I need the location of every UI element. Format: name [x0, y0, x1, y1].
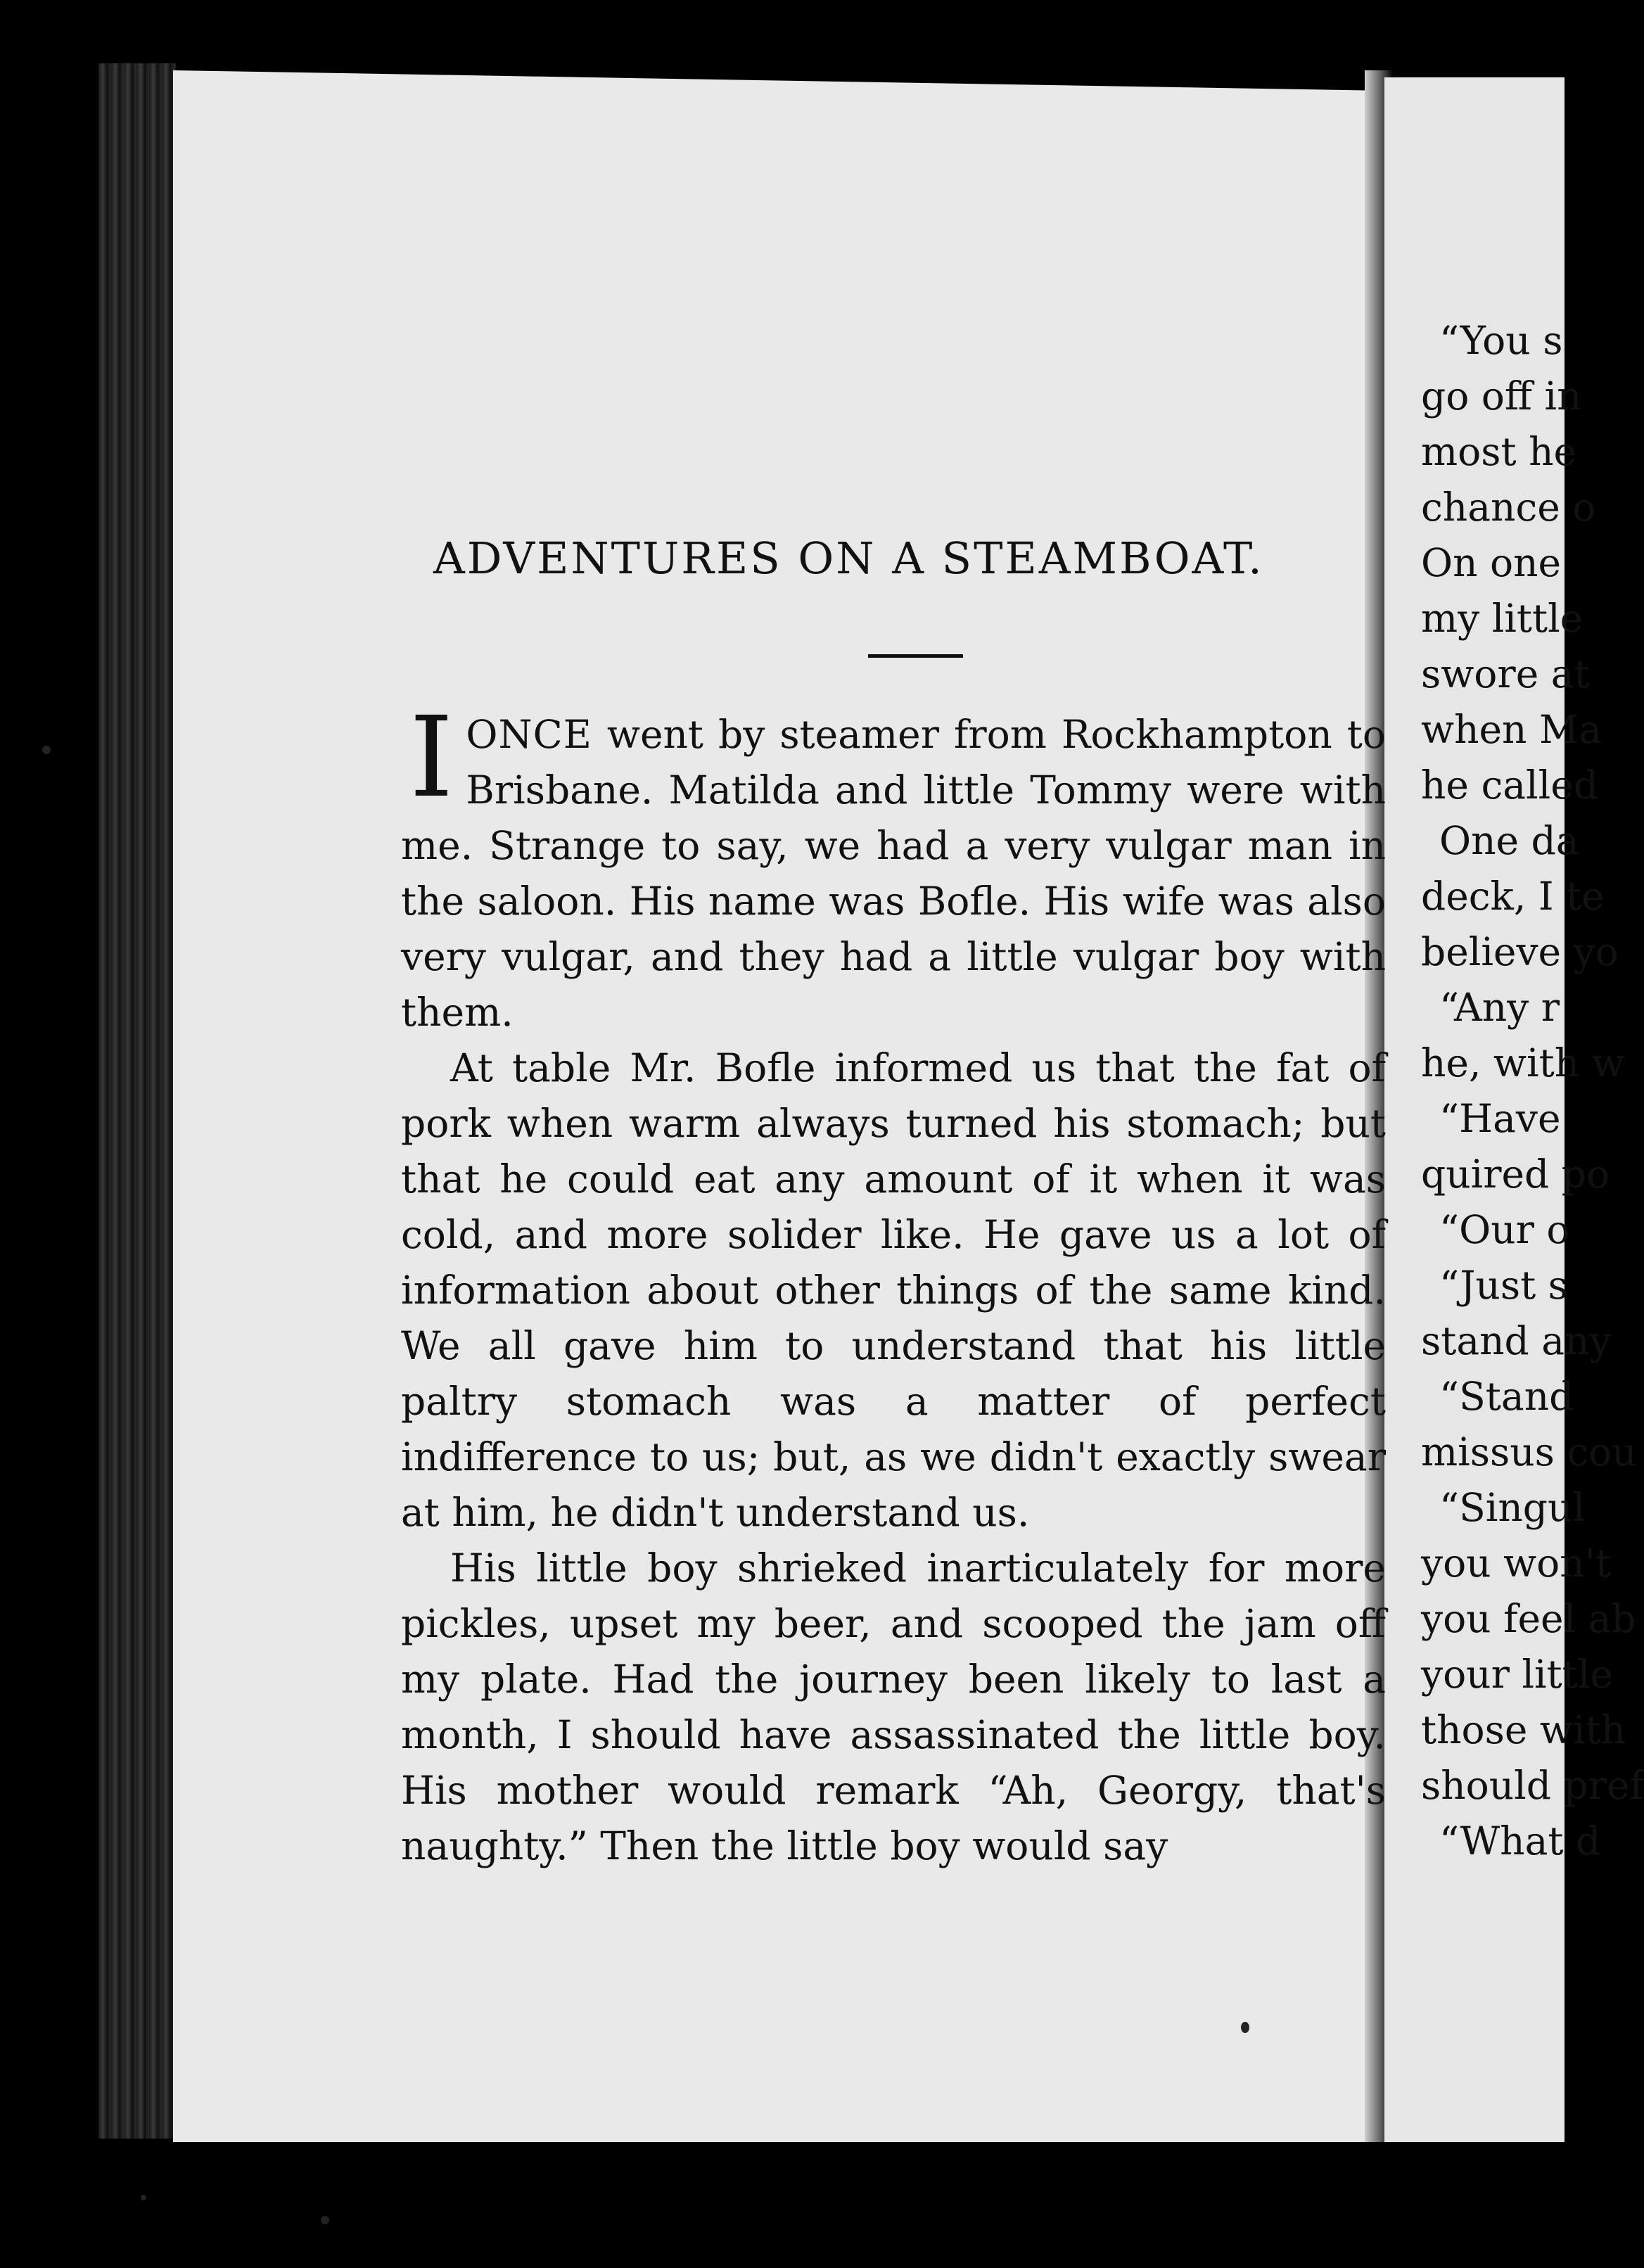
right-page-line: your little	[1421, 1652, 1613, 1697]
right-page-line: “Our o	[1439, 1207, 1570, 1252]
right-page-line: “Just s	[1439, 1263, 1568, 1308]
right-page-line: “What d	[1439, 1818, 1601, 1864]
right-page-line: deck, I te	[1421, 874, 1605, 919]
scan-speck	[1241, 2022, 1249, 2033]
right-page-line: On one	[1421, 540, 1562, 585]
right-page-line: chance o	[1421, 485, 1596, 530]
paragraph-2: At table Mr. Bofle informed us that the fat of pork when warm always turned his stomach; but that he could eat any amount of it when it was cold, and more solider like. He gave us a lot of information about other things of the same kind. We all gave him to understand that his little paltry stomach was a matter of perfect indifference to us; but, as we didn't exactly swear at him, he didn't understand us.	[401, 1045, 1386, 1535]
right-page-line: One da	[1439, 818, 1579, 863]
scan-speck	[141, 2195, 146, 2200]
left-page-body	[401, 693, 1386, 1874]
heading-rule	[868, 654, 963, 658]
paragraph-1-text: went by steamer from Rockhampton to Brisbane. Matilda and little Tommy were with me. Strange to say, we had a very vulgar man in the saloon. His name was Bofle. His wife was also very vulgar, and they had a little vulgar boy with them.	[401, 712, 1386, 1035]
right-page-line: quired po	[1421, 1152, 1610, 1197]
right-page-line: he, with w	[1421, 1040, 1625, 1085]
right-page-line: go off in	[1421, 374, 1582, 419]
right-page-line: he called	[1421, 763, 1598, 808]
right-page-line: “Any r	[1439, 985, 1560, 1030]
right-page-line: “You s	[1439, 318, 1563, 363]
chapter-heading: ADVENTURES ON A STEAMBOAT.	[433, 533, 1264, 584]
right-page-line: believe yo	[1421, 929, 1619, 974]
right-page-line: swore at	[1421, 651, 1590, 696]
right-page-line: “Singul	[1439, 1485, 1586, 1530]
right-page-line: when Ma	[1421, 707, 1602, 752]
opening-caps: ONCE	[466, 712, 592, 757]
right-page-line: those with	[1421, 1707, 1626, 1752]
book-page-edges	[98, 63, 176, 2139]
right-page-line: “Stand	[1439, 1374, 1574, 1419]
right-page-line: most he	[1421, 429, 1577, 474]
right-page-line: missus cou	[1421, 1429, 1637, 1474]
right-page-line: should pref	[1421, 1763, 1644, 1808]
right-page-line: you won't	[1421, 1541, 1611, 1586]
right-page-body	[1421, 313, 1644, 1869]
right-page-line: my little	[1421, 596, 1584, 641]
drop-cap: I	[409, 693, 454, 822]
scan-speck	[321, 2216, 329, 2224]
right-page-line: “Have	[1439, 1096, 1561, 1141]
paragraph-1	[401, 693, 1386, 1040]
right-page-line: stand any	[1421, 1318, 1612, 1363]
scan-speck	[42, 746, 51, 754]
right-page-line: you feel ab	[1421, 1596, 1636, 1641]
paragraph-3: His little boy shrieked inarticulately for more pickles, upset my beer, and scooped the jam off my plate. Had the journey been likely to last a month, I should have assassinated the little boy. His mother would remark “Ah, Georgy, that's naughty.” Then the little boy would say	[401, 1546, 1386, 1868]
